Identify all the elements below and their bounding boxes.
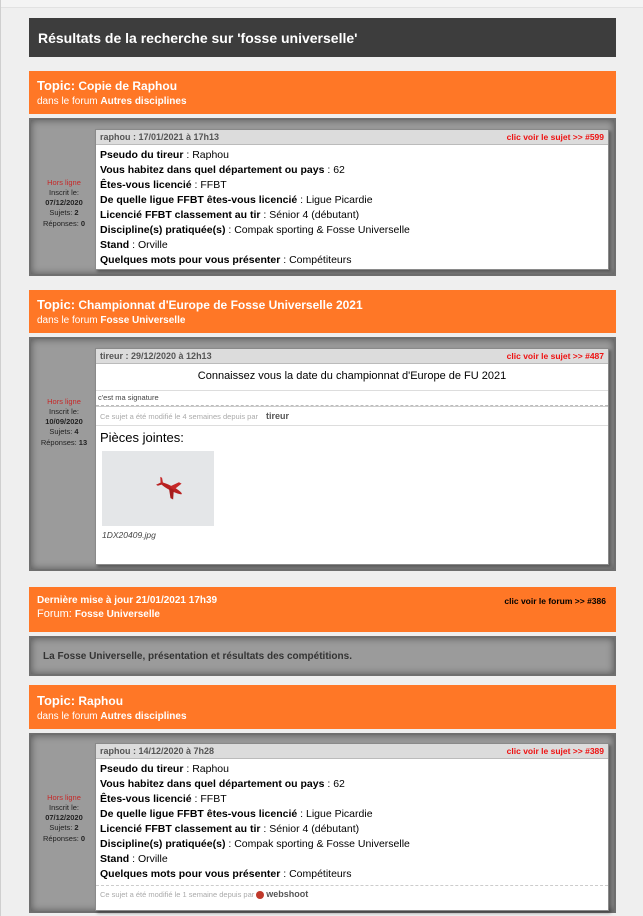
subjects-label: Sujets: [49, 823, 73, 833]
view-forum-link[interactable]: clic voir le forum >> #386 [504, 596, 606, 606]
topic-label: Topic: [37, 297, 76, 312]
topic-title-link[interactable]: Championnat d'Europe de Fosse Universelle 2021 [78, 298, 363, 312]
post-container [29, 118, 616, 276]
attachments [96, 425, 608, 544]
topic-label: Topic: [37, 693, 76, 708]
replies-label: Réponses: [40, 437, 77, 447]
post-container [29, 337, 616, 571]
forum-header [29, 587, 616, 632]
topic-title-link[interactable]: Copie de Raphou [78, 79, 178, 93]
airplane-image [102, 451, 214, 526]
replies-count: 13 [78, 437, 88, 447]
post-author-date: raphou : 14/12/2020 à 7h28 [100, 746, 215, 756]
post [95, 129, 609, 270]
subjects-count: 4 [74, 427, 79, 437]
online-status: Hors ligne [47, 397, 81, 406]
attachment-thumbnail[interactable] [102, 451, 214, 526]
registered-label: Inscrit le: [48, 188, 79, 198]
post-author-date: tireur : 29/12/2020 à 12h13 [100, 351, 212, 361]
answer-row: Licencié FFBT classement au tir : Sénior 4 (débutant) [100, 823, 360, 835]
forum-description: La Fosse Universelle, présentation et résultats des compétitions. [29, 636, 616, 676]
modified-by-user[interactable]: tireur [266, 411, 290, 421]
user-avatar-icon [256, 891, 264, 899]
author-info [35, 397, 93, 448]
subjects-count: 2 [74, 823, 79, 833]
attachment-filename[interactable]: 1DX20409.jpg [102, 530, 156, 540]
post-header [96, 349, 608, 364]
author-info [35, 793, 93, 844]
post [95, 348, 609, 565]
answer-row: Quelques mots pour vous présenter : Compétiteurs [100, 254, 352, 266]
subjects-label: Sujets: [49, 427, 73, 437]
post-body: Connaissez vous la date du championnat d'Europe de FU 2021 [96, 364, 608, 391]
forum-link[interactable]: Autres disciplines [100, 96, 187, 107]
online-status: Hors ligne [47, 793, 81, 802]
post-answers [96, 759, 608, 885]
answer-row: Discipline(s) pratiquée(s) : Compak sporting & Fosse Universelle [100, 224, 410, 236]
forum-name-link[interactable]: Fosse Universelle [74, 609, 160, 620]
answer-row: De quelle ligue FFBT êtes-vous licencié : Ligue Picardie [100, 194, 373, 206]
answer-row: Êtes-vous licencié : FFBT [100, 179, 227, 191]
post-container [29, 733, 616, 913]
post-answers [96, 145, 608, 271]
subjects-count: 2 [74, 208, 79, 218]
answer-row: Stand : Orville [100, 239, 168, 251]
signature: c'est ma signature [96, 391, 608, 406]
forum-prefix: dans le forum [37, 711, 98, 722]
search-results-title: Résultats de la recherche sur 'fosse universelle' [29, 18, 616, 57]
modified-note: Ce sujet a été modifié le 4 semaines depuis par tireur [96, 406, 608, 425]
answer-row: Pseudo du tireur : Raphou [100, 149, 229, 161]
view-topic-link[interactable]: clic voir le sujet >> #487 [506, 351, 604, 361]
modified-note: Ce sujet a été modifié le 1 semaine depuis par webshoot [96, 885, 608, 903]
registered-date: 10/09/2020 [45, 417, 83, 427]
attachments-title: Pièces jointes: [100, 430, 184, 445]
post-header [96, 744, 608, 759]
answer-row: De quelle ligue FFBT êtes-vous licencié : Ligue Picardie [100, 808, 373, 820]
modified-by-user[interactable]: webshoot [266, 889, 309, 899]
answer-row: Stand : Orville [100, 853, 168, 865]
online-status: Hors ligne [47, 178, 81, 187]
forum-updated: Dernière mise à jour 21/01/2021 17h39 [37, 595, 218, 606]
subjects-label: Sujets: [49, 208, 73, 218]
replies-label: Réponses: [42, 218, 79, 228]
registered-label: Inscrit le: [48, 803, 79, 813]
topic-header [29, 71, 616, 114]
post [95, 743, 609, 911]
answer-row: Quelques mots pour vous présenter : Compétiteurs [100, 868, 352, 880]
replies-count: 0 [80, 218, 86, 228]
replies-label: Réponses: [42, 833, 79, 843]
answer-row: Pseudo du tireur : Raphou [100, 763, 229, 775]
forum-prefix: dans le forum [37, 96, 98, 107]
view-topic-link[interactable]: clic voir le sujet >> #389 [506, 746, 604, 756]
post-author-date: raphou : 17/01/2021 à 17h13 [100, 132, 220, 142]
answer-row: Êtes-vous licencié : FFBT [100, 793, 227, 805]
answer-row: Vous habitez dans quel département ou pays : 62 [100, 164, 345, 176]
author-info [35, 178, 93, 229]
registered-label: Inscrit le: [48, 407, 79, 417]
answer-row: Vous habitez dans quel département ou pays : 62 [100, 778, 345, 790]
view-topic-link[interactable]: clic voir le sujet >> #599 [506, 132, 604, 142]
top-bar [1, 0, 643, 8]
forum-label: Forum: [37, 608, 72, 620]
replies-count: 0 [80, 833, 86, 843]
answer-row: Discipline(s) pratiquée(s) : Compak sporting & Fosse Universelle [100, 838, 410, 850]
forum-prefix: dans le forum [37, 315, 98, 326]
topic-title-link[interactable]: Raphou [78, 694, 124, 708]
post-header [96, 130, 608, 145]
forum-link[interactable]: Autres disciplines [100, 711, 187, 722]
registered-date: 07/12/2020 [45, 813, 83, 823]
forum-link[interactable]: Fosse Universelle [100, 315, 186, 326]
topic-header [29, 290, 616, 333]
registered-date: 07/12/2020 [45, 198, 83, 208]
answer-row: Licencié FFBT classement au tir : Sénior 4 (débutant) [100, 209, 360, 221]
topic-header [29, 685, 616, 729]
topic-label: Topic: [37, 78, 76, 93]
